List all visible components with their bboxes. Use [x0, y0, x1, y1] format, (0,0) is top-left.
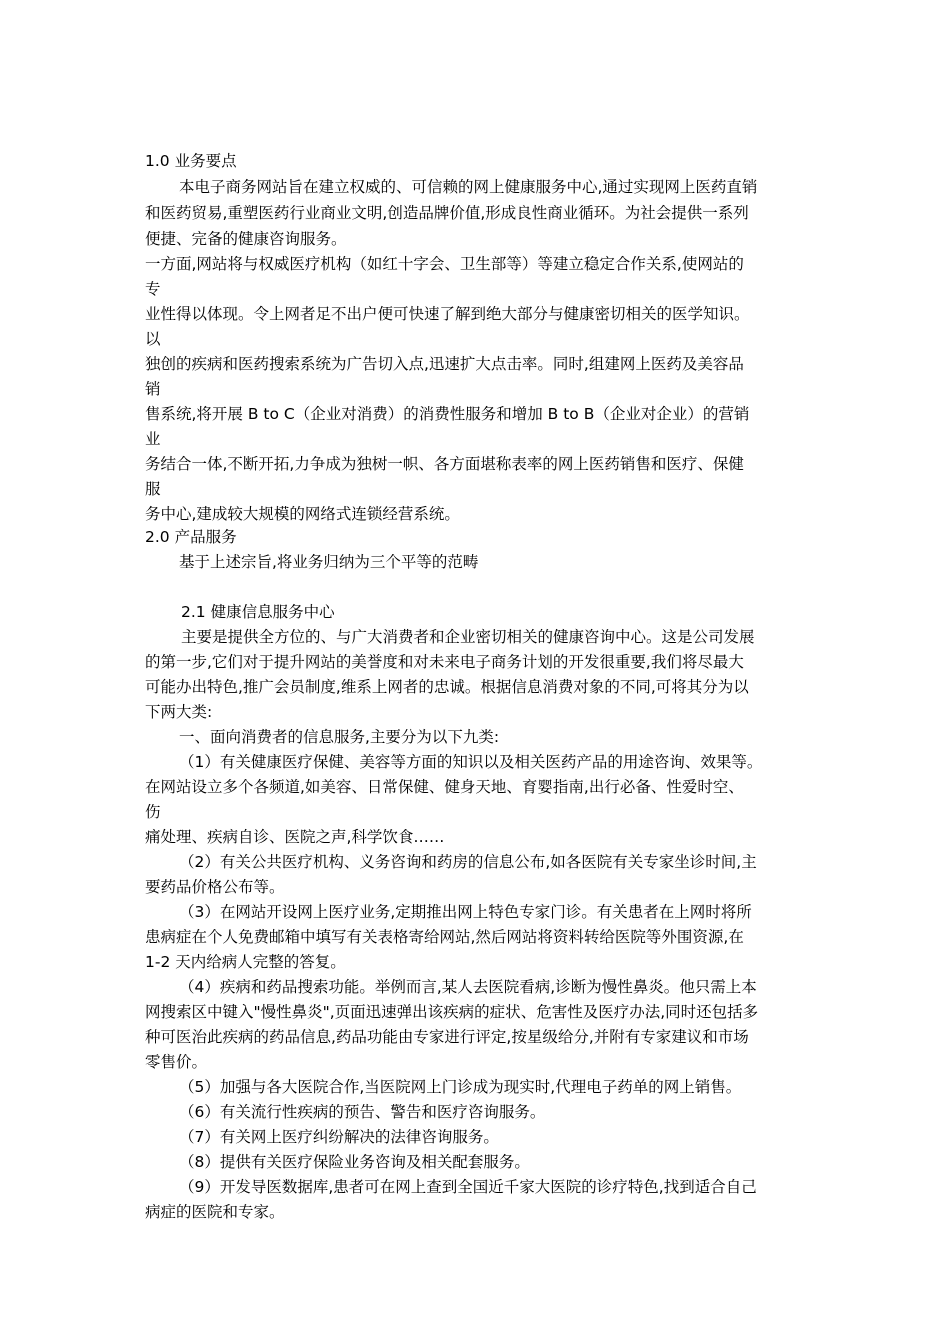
paragraph-line: 痛处理、疾病自诊、医院之声,科学饮食……: [145, 828, 445, 846]
paragraph-line: 可能办出特色,推广会员制度,维系上网者的忠诚。根据信息消费对象的不同,可将其分为以: [145, 678, 749, 696]
paragraph-line: 患病症在个人免费邮箱中填写有关表格寄给网站,然后网站将资料转给医院等外围资源,在: [145, 928, 744, 946]
list-item-3: （3）在网站开设网上医疗业务,定期推出网上特色专家门诊。有关患者在上网时将所: [179, 903, 752, 921]
paragraph-line: 和医药贸易,重塑医药行业商业文明,创造品牌价值,形成良性商业循环。为社会提供一系列: [145, 204, 749, 222]
list-item-9: （9）开发导医数据库,患者可在网上查到全国近千家大医院的诊疗特色,找到适合自己: [179, 1178, 757, 1196]
paragraph-line: 的第一步,它们对于提升网站的美誉度和对未来电子商务计划的开发很重要,我们将尽最大: [145, 653, 744, 671]
paragraph-line: 主要是提供全方位的、与广大消费者和企业密切相关的健康咨询中心。这是公司发展: [181, 628, 755, 646]
paragraph-line: 业性得以体现。令上网者足不出户便可快速了解到绝大部分与健康密切相关的医学知识。: [145, 305, 750, 323]
paragraph-line: 下两大类:: [145, 703, 213, 721]
paragraph-line: 服: [145, 480, 161, 498]
paragraph-line: 1-2 天内给病人完整的答复。: [145, 953, 346, 971]
list-item-5: （5）加强与各大医院合作,当医院网上门诊成为现实时,代理电子药单的网上销售。: [179, 1078, 742, 1096]
paragraph-line: 售系统,将开展 B to C（企业对消费）的消费性服务和增加 B to B（企业对企业）的营销: [145, 405, 750, 423]
paragraph-line: 基于上述宗旨,将业务归纳为三个平等的范畴: [179, 553, 479, 571]
heading-2-0: 2.0 产品服务: [145, 528, 237, 546]
paragraph-line: 零售价。: [145, 1053, 208, 1071]
paragraph-line: 务结合一体,不断开拓,力争成为独树一帜、各方面堪称表率的网上医药销售和医疗、保健: [145, 455, 744, 473]
list-item-4: （4）疾病和药品搜索功能。举例而言,某人去医院看病,诊断为慢性鼻炎。他只需上本: [179, 978, 757, 996]
paragraph-line: 一方面,网站将与权威医疗机构（如红十字会、卫生部等）等建立稳定合作关系,使网站的: [145, 255, 744, 273]
heading-2-1: 2.1 健康信息服务中心: [181, 603, 335, 621]
paragraph-line: 独创的疾病和医药搜索系统为广告切入点,迅速扩大点击率。同时,组建网上医药及美容品: [145, 355, 744, 373]
paragraph-line: 销: [145, 380, 161, 398]
paragraph-line: 务中心,建成较大规模的网络式连锁经营系统。: [145, 505, 460, 523]
paragraph-line: 网搜索区中键入"慢性鼻炎",页面迅速弹出该疾病的症状、危害性及医疗办法,同时还包括多: [145, 1003, 759, 1021]
paragraph-line: 伤: [145, 803, 161, 821]
paragraph-line: 要药品价格公布等。: [145, 878, 285, 896]
paragraph-line: 以: [145, 330, 161, 348]
paragraph-line: 业: [145, 430, 161, 448]
paragraph-line: 本电子商务网站旨在建立权威的、可信赖的网上健康服务中心,通过实现网上医药直销: [179, 178, 758, 196]
heading-1-0: 1.0 业务要点: [145, 152, 237, 170]
section-intro-line: 一、面向消费者的信息服务,主要分为以下九类:: [179, 728, 500, 746]
paragraph-line: 在网站设立多个各频道,如美容、日常保健、健身天地、育婴指南,出行必备、性爱时空、: [145, 778, 744, 796]
paragraph-line: 种可医治此疾病的药品信息,药品功能由专家进行评定,按星级给分,并附有专家建议和市场: [145, 1028, 749, 1046]
list-item-7: （7）有关网上医疗纠纷解决的法律咨询服务。: [179, 1128, 499, 1146]
list-item-2: （2）有关公共医疗机构、义务咨询和药房的信息公布,如各医院有关专家坐诊时间,主: [179, 853, 757, 871]
list-item-8: （8）提供有关医疗保险业务咨询及相关配套服务。: [179, 1153, 530, 1171]
paragraph-line: 病症的医院和专家。: [145, 1203, 285, 1221]
paragraph-line: 便捷、完备的健康咨询服务。: [145, 230, 347, 248]
list-item-1: （1）有关健康医疗保健、美容等方面的知识以及相关医药产品的用途咨询、效果等。: [179, 753, 763, 771]
list-item-6: （6）有关流行性疾病的预告、警告和医疗咨询服务。: [179, 1103, 546, 1121]
paragraph-line: 专: [145, 280, 161, 298]
